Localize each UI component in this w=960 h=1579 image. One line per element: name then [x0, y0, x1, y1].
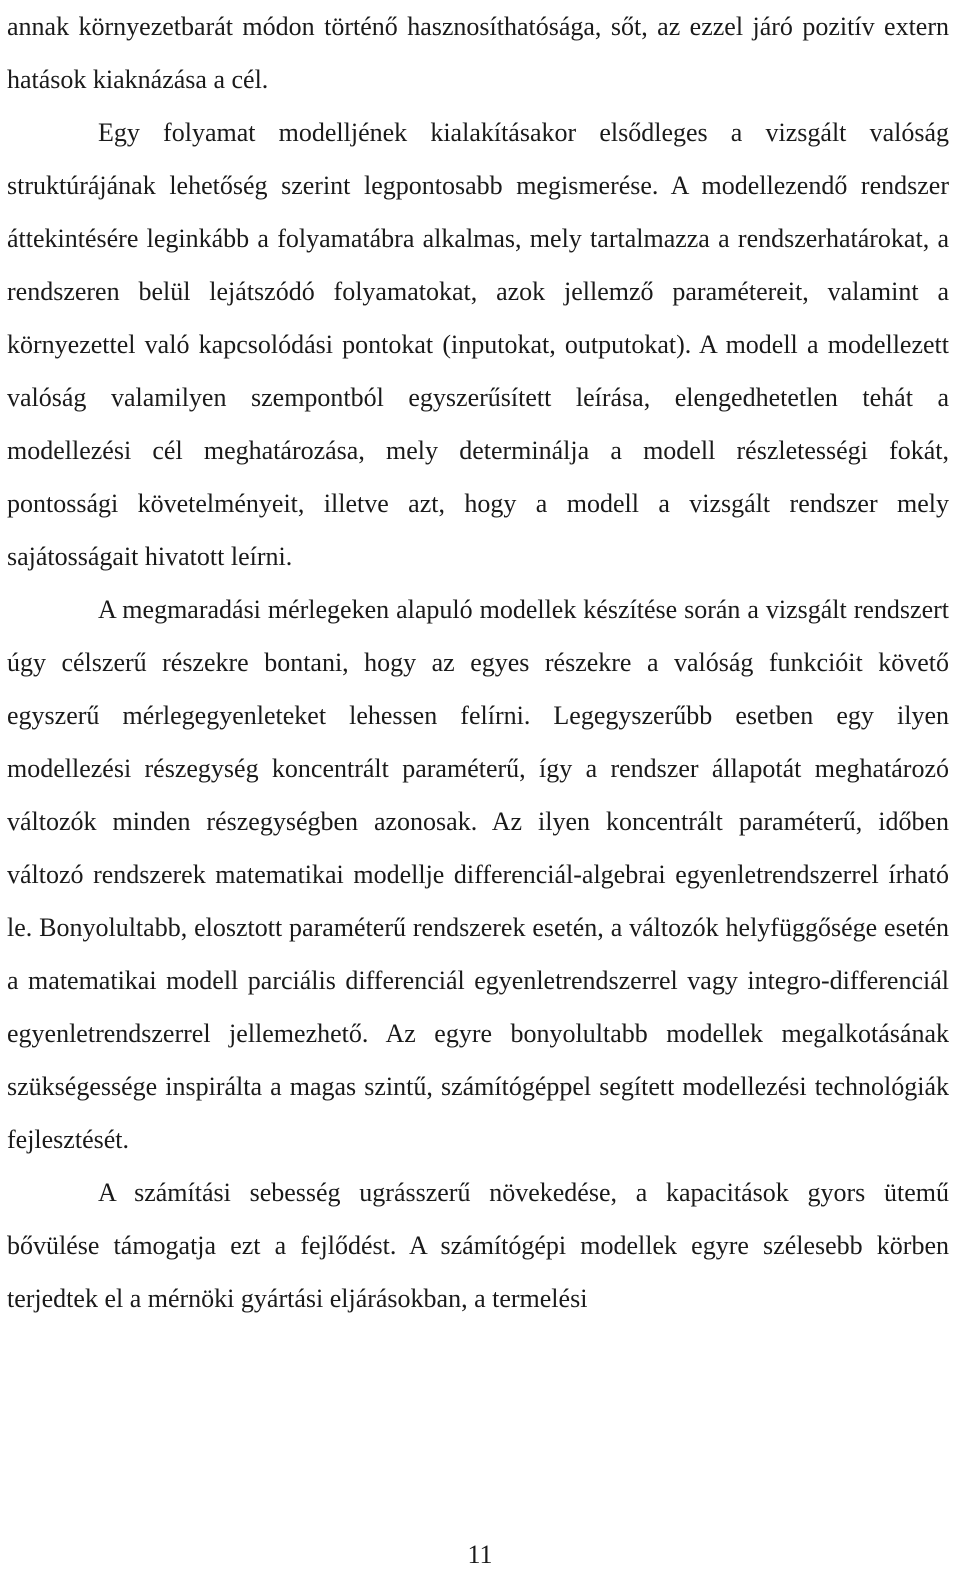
page-number: 11 [467, 1540, 493, 1569]
paragraph-balance-models: A megmaradási mérlegeken alapuló modellek készítése során a vizsgált rendszert úgy célszerű részekre bontani, hogy az egyes részekre a valóság funkcióit követő egyszerű mérlegegyenleteket lehessen felírni. Legegyszerűbb esetben egy ilyen modellezési részegység koncentrált paraméterű, így a rendszer állapotát meghatározó változók minden részegységben azonosak. Az ilyen koncentrált paraméterű, időben változó rendszerek matematikai modellje differenciál-algebrai egyenletrendszerrel írható le. Bonyolultabb, elosztott paraméterű rendszerek esetén, a változók helyfüggősége esetén a matematikai modell parciális differenciál egyenletrendszerrel vagy integro-differenciál egyenletrendszerrel jellemezhető. Az egyre bonyolultabb modellek megalkotásának szükségessége inspirálta a magas szintű, számítógéppel segített modellezési technológiák fejlesztését. [7, 595, 949, 1154]
paragraph-model-structure: Egy folyamat modelljének kialakításakor elsődleges a vizsgált valóság struktúrájának lehetőség szerint legpontosabb megismerése. A modellezendő rendszer áttekintésére leginkább a folyamatábra alkalmas, mely tartalmazza a rendszerhatárokat, a rendszeren belül lejátszódó folyamatokat, azok jellemző paramétereit, valamint a környezettel való kapcsolódási pontokat (inputokat, outputokat). A modell a modellezett valóság valamilyen szempontból egyszerűsített leírása, elengedhetetlen tehát a modellezési cél meghatározása, mely determinálja a modell részletességi fokát, pontossági követelményeit, illetve azt, hogy a modell a vizsgált rendszer mely sajátosságait hivatott leírni. [7, 118, 949, 571]
paragraph-continuation: annak környezetbarát módon történő hasznosíthatósága, sőt, az ezzel járó pozitív extern hatások kiaknázása a cél. [7, 12, 949, 94]
paragraph-computing-speed: A számítási sebesség ugrásszerű növekedése, a kapacitások gyors ütemű bővülése támogatja ezt a fejlődést. A számítógépi modellek egyre szélesebb körben terjedtek el a mérnöki gyártási eljárásokban, a termelési [7, 1178, 949, 1313]
document-page [7, 0, 949, 1579]
